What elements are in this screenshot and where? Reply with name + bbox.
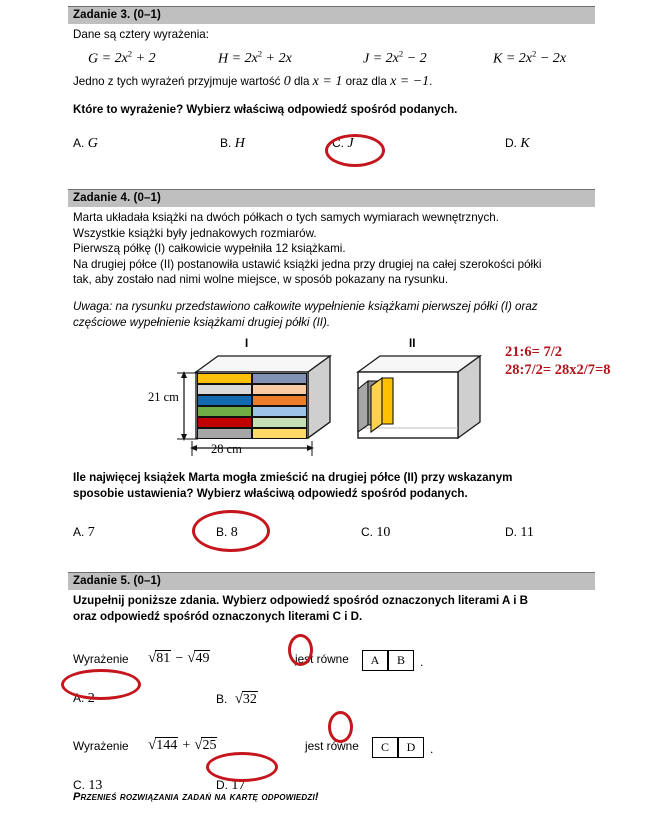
- choice-box-D[interactable]: D: [398, 737, 424, 758]
- task-5-instructions: [68, 593, 595, 624]
- task5-answer-B-label: B.: [216, 692, 228, 707]
- task-4-body: [68, 210, 595, 288]
- task-4-note-line-1: Uwaga: na rysunku przedstawiono całkowite wypełnienie książkami pierwszej półki (I) oraz: [73, 299, 538, 313]
- sqrt-144: √144: [148, 737, 178, 754]
- book-10: [252, 417, 307, 428]
- task-4: [68, 189, 595, 330]
- task-3: [68, 6, 595, 158]
- answer-option-A[interactable]: [73, 136, 98, 152]
- answer-A-value: G: [87, 135, 98, 151]
- task-4-line-1: Marta układała książki na dwóch półkach o tych samych wymiarach wewnętrznych.: [73, 211, 499, 224]
- choice-box-A[interactable]: A: [362, 650, 388, 671]
- expression-H: $H = 2x^2 + 2x$: [218, 48, 292, 67]
- task-3-question: Które to wyrażenie? Wybierz właściwą odpowiedź spośród podanych.: [73, 103, 458, 117]
- task-3-answers: [68, 136, 595, 158]
- condition-zero: 0: [283, 73, 291, 89]
- task5-answer-C-label: C.: [73, 778, 85, 793]
- task-4-line-3: Pierwszą półkę (I) całkowicie wypełniła 12 książkami.: [73, 242, 346, 256]
- task-3-expressions: [68, 49, 595, 69]
- task-5-sentence-2: [68, 737, 595, 763]
- task4-answer-B-label: B.: [216, 525, 228, 540]
- answer-option-B[interactable]: [220, 136, 245, 152]
- condition-x-1: x = 1: [312, 73, 343, 89]
- book-6: [252, 395, 307, 406]
- task4-answer-D-value: 11: [520, 525, 534, 541]
- pen-annotation-line-2: 28:7/2= 28x2/7=8: [505, 362, 611, 378]
- book-9: [197, 417, 252, 428]
- task-4-question-block: [68, 470, 595, 547]
- book-8: [252, 406, 307, 417]
- sentence-1-period: .: [420, 655, 424, 670]
- choice-box-C[interactable]: C: [372, 737, 398, 758]
- choice-box-B[interactable]: B: [388, 650, 414, 671]
- task4-answer-A-value: 7: [87, 525, 95, 541]
- condition-x-2: x = −1: [390, 73, 430, 89]
- sqrt-49: √49: [187, 650, 210, 667]
- task-4-question-line-2: sposobie ustawienia? Wybierz właściwą odpowiedź spośród podanych.: [73, 486, 468, 500]
- task5-answer-option-B[interactable]: [216, 691, 258, 708]
- task4-answer-B-value: 8: [230, 525, 238, 541]
- expression-K: $K = 2x^2 - 2x$: [493, 48, 567, 67]
- height-dimension-label: 21 cm: [148, 390, 179, 404]
- task-5-sentence-1: [68, 650, 595, 676]
- task-5-header: Zadanie 5. (0–1): [68, 572, 595, 590]
- condition-part-3: oraz dla: [345, 74, 387, 88]
- task4-answer-option-D[interactable]: [505, 525, 534, 541]
- book-7: [197, 406, 252, 417]
- task5-answer-A-value: 2: [87, 691, 95, 707]
- task5-answer-C-value: 13: [88, 778, 103, 794]
- task-4-line-2: Wszystkie książki były jednakowych rozmiarów.: [73, 226, 317, 240]
- task-4-note-line-2: częściowe wypełnienie książkami drugiej półki (II).: [73, 315, 331, 329]
- task4-answer-option-C[interactable]: [361, 525, 390, 541]
- task-3-intro: Dane są cztery wyrażenia:: [73, 28, 209, 41]
- answer-C-value: J: [347, 135, 354, 151]
- answer-D-label: D.: [505, 135, 517, 150]
- sentence-1-prefix: Wyrażenie: [73, 652, 129, 667]
- width-dimension-label: 28 cm: [211, 442, 242, 456]
- answer-C-label: C.: [332, 135, 344, 150]
- book-1: [197, 373, 252, 384]
- task-3-condition: [68, 74, 595, 90]
- sqrt-25: √25: [194, 737, 217, 754]
- task-5-answers-ab: [68, 691, 595, 713]
- task4-answer-option-A[interactable]: [73, 525, 95, 541]
- answer-option-D[interactable]: [505, 136, 530, 152]
- sentence-2-prefix: Wyrażenie: [73, 739, 129, 754]
- task4-answer-A-label: A.: [73, 525, 85, 540]
- task4-answer-C-label: C.: [361, 525, 373, 540]
- sentence-2-expression: [148, 737, 217, 754]
- task-4-header: Zadanie 4. (0–1): [68, 189, 595, 207]
- task-5: [68, 572, 595, 800]
- condition-period: .: [429, 74, 433, 88]
- task-4-line-5: tak, aby zostało nad nimi wolne miejsce, w sposób pokazany na rysunku.: [73, 273, 449, 287]
- book-5: [197, 395, 252, 406]
- task-5-line-1: Uzupełnij poniższe zdania. Wybierz odpowiedź spośród oznaczonych literami A i B: [73, 594, 529, 607]
- task5-answer-A-label: A.: [73, 691, 85, 706]
- footer-note: Przenieś rozwiązania zadań na kartę odpowiedzi!: [73, 791, 319, 803]
- sentence-1-operator: −: [174, 651, 184, 667]
- book-2: [252, 373, 307, 384]
- answer-D-value: K: [520, 135, 530, 151]
- expression-J: $J = 2x^2 - 2$: [363, 48, 427, 67]
- expression-G: $G = 2x^2 + 2$: [88, 48, 156, 67]
- width-dimension: [186, 438, 320, 458]
- task-4-question-line-1: Ile najwięcej książek Marta mogła zmieścić na drugiej półce (II) przy wskazanym: [73, 471, 513, 484]
- task-4-note: [68, 299, 595, 330]
- task-4-answers: [68, 525, 595, 547]
- condition-part-1: Jedno z tych wyrażeń przyjmuje wartość: [73, 74, 281, 88]
- task5-answer-D-label: D.: [216, 778, 228, 793]
- task5-answer-D-value: 17: [231, 778, 246, 794]
- answer-A-label: A.: [73, 135, 85, 150]
- sentence-2-operator: +: [181, 738, 191, 754]
- sentence-1-expression: [148, 650, 210, 667]
- height-dimension: [172, 368, 200, 444]
- sqrt-81: √81: [148, 650, 171, 667]
- task-4-line-4: Na drugiej półce (II) postanowiła ustawić książki jedna przy drugiej na całej szerokości półki: [73, 257, 542, 271]
- task4-answer-D-label: D.: [505, 525, 517, 540]
- condition-part-2: dla: [293, 74, 310, 88]
- task4-answer-C-value: 10: [376, 525, 391, 541]
- task4-answer-option-B[interactable]: [216, 525, 238, 541]
- sentence-2-middle: jest równe: [305, 739, 359, 754]
- pen-annotation-line-1: 21:6= 7/2: [505, 344, 562, 360]
- book-3: [197, 384, 252, 395]
- task-3-header: Zadanie 3. (0–1): [68, 6, 595, 24]
- shelf-1-label: I: [245, 338, 249, 350]
- answer-B-value: H: [234, 135, 245, 151]
- shelf-2-label: II: [409, 338, 416, 350]
- sentence-1-middle: jest równe: [295, 652, 349, 667]
- answer-option-C[interactable]: [332, 136, 354, 152]
- sqrt-32: √32: [234, 691, 257, 708]
- task-4-question: [68, 470, 595, 501]
- book-4: [252, 384, 307, 395]
- pen-annotation: [505, 343, 611, 379]
- book-yellow: [368, 374, 398, 436]
- sentence-2-period: .: [430, 742, 434, 757]
- answer-B-label: B.: [220, 135, 232, 150]
- task5-answer-option-A[interactable]: [73, 691, 95, 707]
- task-5-line-2: oraz odpowiedź spośród oznaczonych literami C i D.: [73, 609, 363, 623]
